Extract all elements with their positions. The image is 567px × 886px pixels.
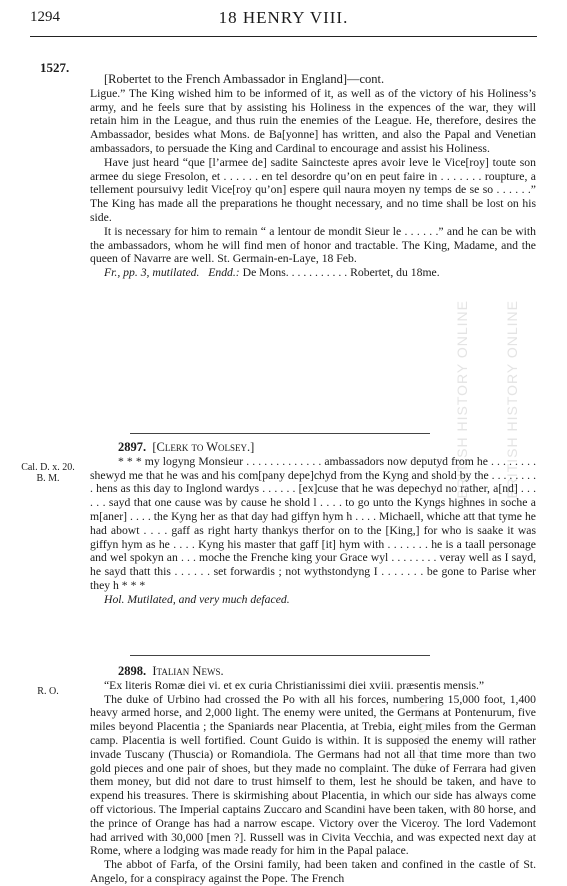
- watermark-text: HISTORY: [414, 700, 430, 769]
- margin-reference: [12, 686, 84, 697]
- endorsement-label: Endd.:: [208, 266, 240, 280]
- description-note: Fr., pp. 3, mutilated.: [104, 266, 200, 280]
- entry-heading: [90, 441, 536, 455]
- description-note: Hol. Mutilated, and very much defaced.: [104, 592, 290, 606]
- paragraph: “Ex literis Romæ diei vi. et ex curia Christianissimi diei xviii. præsentis mensis.”: [104, 678, 485, 692]
- paragraph: * * * my logyng Monsieur . . . . . . . . . . . . . ambassadors now deputyd from he . . . . . . . . shewyd me that he was and his com[pany depe]chyd from the Kyng and shold by the . . . . . . . . . hens as this day to Inglond wardys . . . . . . [ex]cuse that he was depechyd no rather, a[nd] . . . . . . sayd that one cause was by cause he shold l . . . . to go unto the Kyngs highnes in soche a m[aner] . . . . the Kyng her as that day had giffyn hym h . . . . Michaell, whiche att that tyme he had abowt . . . . gaff as right harty thankys therfor on to the [King,] for who is saake it was giffyn hym as he . . . . Kyng his master that gaff [it] hym with . . . . . . . he is a taall personage and wel spokyn an . . . moche the Frenche king your Grace wyl . . . . . . . . veray well as I sayd, he sayd thatt this . . . . . . set forwardis ; not wythstondyng I . . . . . . . be gone to Parise wher they h * * *: [90, 454, 536, 592]
- entry-title: Italian News.: [152, 664, 224, 678]
- entry-2898: [90, 665, 536, 886]
- watermark-text: BRITISH HISTORY ONLINE: [454, 300, 470, 499]
- archive-reference: B. M.: [36, 473, 60, 484]
- entry-2897: [90, 441, 536, 607]
- header-rule: [30, 36, 537, 37]
- paragraph: It is necessary for him to remain “ a lentour de mondit Sieur le . . . . . .” and he can be with the ambassadors, whom he will find men of honor and tractable. The King, Madame, and the queen of Navarre are well. St. Germain-en-Laye, 18 Feb.: [90, 224, 536, 266]
- page-number: 1294: [30, 9, 60, 25]
- page-header: [0, 0, 567, 45]
- section-divider: [130, 655, 430, 656]
- entry-title: [Clerk to Wolsey.]: [152, 440, 255, 454]
- running-title: 18 HENRY VIII.: [218, 8, 349, 27]
- entry-heading: [Robertet to the French Ambassador in England]—cont.: [104, 72, 385, 86]
- archive-reference: R. O.: [37, 686, 59, 697]
- manuscript-reference: Cal. D. x. 20.: [21, 462, 75, 473]
- paragraph: The abbot of Farfa, of the Orsini family, had been taken and confined in the castle of St. Angelo, for a conspiracy against the Pope. The French: [90, 858, 536, 885]
- entry-heading: [90, 665, 536, 679]
- year-label: 1527.: [40, 60, 70, 75]
- entry-2896: [90, 73, 536, 280]
- margin-reference: [12, 462, 84, 484]
- paragraph: Have just heard “que [l’armee de] sadite Saincteste apres avoir leve le Vice[roy] toute son armee du siege Fresolon, et . . . . . . en tel desordre qu’on en peut faire in . . . . . . . roupture, a tellement poursuivy ledit Vice[roy qu’on] espere quil naura moyen ny temps de se so . . . . . .” The King has made all the preparations he thought necessary, and no time shall be lost on his side.: [90, 155, 536, 224]
- paragraph: Ligue.” The King wished him to be informed of it, as well as of the victory of his Holiness’s army, and he feels sure that by assisting his Holiness in the expences of the war, they will retain him in the League, and thus ruin the enemies of the League. He, therefore, desires the Ambassador, besides what Mons. de Ba[yonne] has written, and also the Papal and Venetian ambassadors, to persuade the King and Cardinal to encourage and assist his Holiness.: [90, 86, 536, 155]
- endorsement-text: De Mons. . . . . . . . . . . Robertet, du 18me.: [242, 266, 440, 280]
- paragraph: The duke of Urbino had crossed the Po with all his forces, numbering 15,000 foot, 1,400 heavy armed horse, and 2,000 light. The enemy were united, the Germans at Pontenurum, five miles beyond Placentia ; the Spaniards near Placentia, at Trebia, eight miles from the German camp. Placentia is well fortified. Count Guido is within. It is supposed the enemy will rather invade Tuscany (Thuscia) or Romandiola. The Germans had not all that time more than two gold pieces and one pair of shoes, but they made no complaint. The duke of Ferrara had given them money, but did not dare to trust himself to them, lest he should be taken, and have to expend his treasures. There is skirmishing about Placentia, in which our side has always come off victorious. The Imperial captains Zuccaro and Scandini have been taken, with 80 horse, and the prince of Orange has had a narrow escape. Victory over the Viceroy. The lord Vademont had arrived with 30,000 [men ?]. Russell was in Civita Vecchia, and was expected next day at Rome, where a lodging was made ready for him in the Papal palace.: [90, 692, 536, 858]
- watermark-text: BRITISH HISTORY ONLINE: [504, 300, 520, 499]
- entry-number: 2897.: [118, 440, 147, 454]
- entry-number: 2898.: [118, 664, 147, 678]
- endorsement-line: [90, 266, 536, 280]
- section-divider: [130, 433, 430, 434]
